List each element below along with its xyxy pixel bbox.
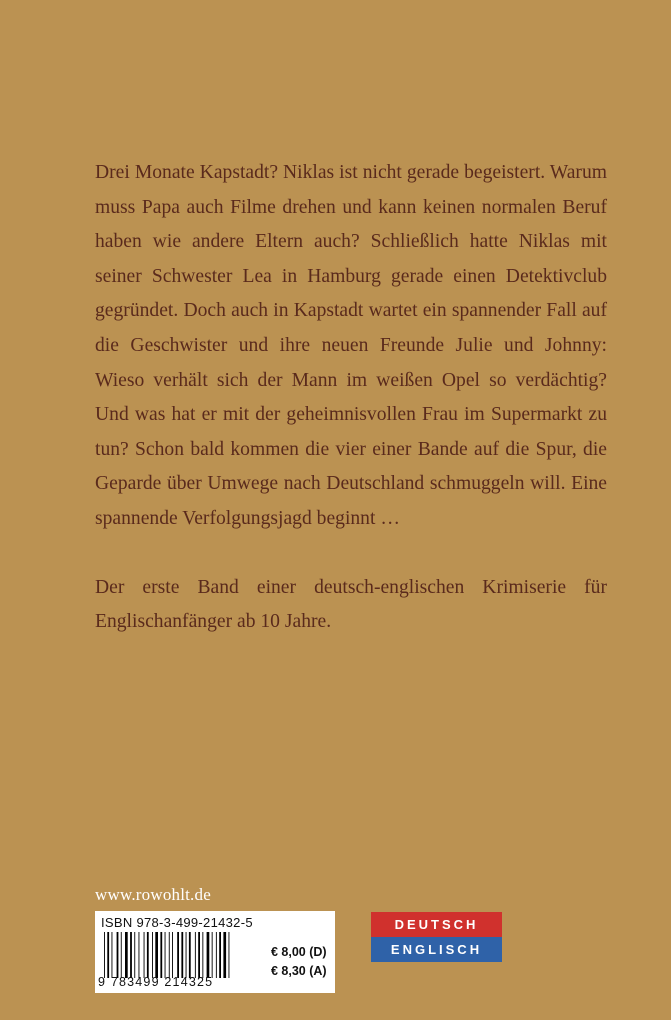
price-germany: € 8,00 (D) bbox=[271, 945, 327, 959]
language-badge-deutsch: DEUTSCH bbox=[371, 912, 502, 937]
barcode-digits: 9 783499 214325 bbox=[98, 975, 214, 989]
blurb-text bbox=[95, 156, 607, 640]
language-badge bbox=[371, 912, 502, 962]
blurb-paragraph-1: Drei Monate Kapstadt? Niklas ist nicht gerade begeistert. Warum muss Papa auch Filme drehen und kann keinen normalen Beruf haben wie andere Eltern auch? Schließlich hatte Niklas mit seiner Schwester Lea in Hamburg gerade einen Detektivclub gegründet. Doch auch in Kapstadt wartet ein spannender Fall auf die Geschwister und ihre neuen Freunde Julie und Johnny: Wieso verhält sich der Mann im weißen Opel so verdächtig? Und was hat er mit der geheimnisvollen Frau im Supermarkt zu tun? Schon bald kommen die vier einer Bande auf die Spur, die Geparde über Umwege nach Deutschland schmuggeln will. Eine spannende Verfolgungsjagd beginnt … bbox=[95, 162, 607, 529]
paragraph-gap bbox=[95, 537, 607, 571]
publisher-website: www.rowohlt.de bbox=[95, 885, 211, 904]
language-badge-englisch: ENGLISCH bbox=[371, 937, 502, 962]
barcode-bars bbox=[98, 932, 263, 978]
blurb-paragraph-2: Der erste Band einer deutsch-englischen Krimiserie für Englischanfänger ab 10 Jahre. bbox=[95, 576, 607, 633]
price-austria: € 8,30 (A) bbox=[271, 964, 327, 978]
isbn-label: ISBN 978-3-499-21432-5 bbox=[101, 915, 253, 930]
barcode-box bbox=[95, 911, 335, 993]
